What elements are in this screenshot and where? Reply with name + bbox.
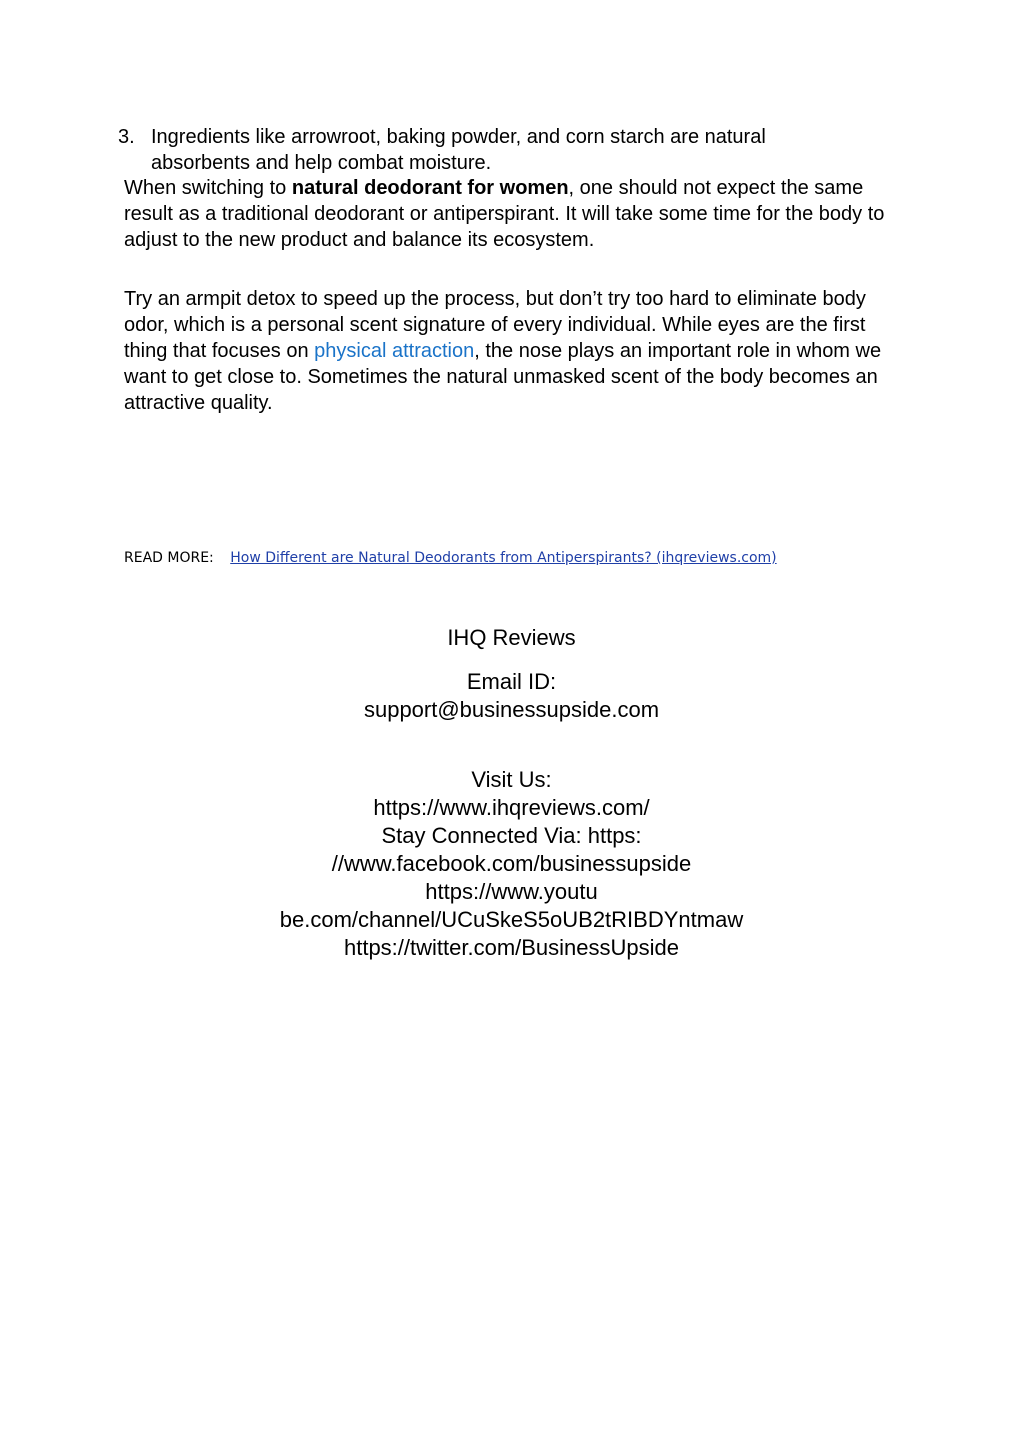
website-link[interactable]: https://www.ihqreviews.com/ <box>373 795 650 820</box>
paragraph-text: Try an armpit detox to speed up the process, but don’t try too hard to eliminate body odor, which is a personal scent signature of every individual. While eyes are the first thing that focuses on <box>124 288 866 362</box>
youtube-link-line-1[interactable]: https://www.youtu <box>425 879 598 904</box>
twitter-link[interactable]: https://twitter.com/BusinessUpside <box>343 935 680 960</box>
paragraph-text: , one should not expect the same result as a traditional deodorant or antiperspirant. It will take some time for the body to adjust to the new product and balance its ecosystem. <box>124 177 885 251</box>
physical-attraction-link[interactable]: physical attraction <box>314 340 475 362</box>
paragraph-text: , the nose plays an important role in whom we want to get close to. Sometimes the natural unmasked scent of the body becomes an attractive quality. <box>124 340 882 414</box>
stay-connected-text: Stay Connected Via: https: <box>381 823 642 848</box>
list-item-line-1: Ingredients like arrowroot, baking powder, and corn starch are natural <box>151 126 766 148</box>
facebook-link[interactable]: //www.facebook.com/businessupside <box>331 851 692 876</box>
bold-keyword: natural deodorant for women <box>291 177 569 199</box>
paragraph-text: When switching to <box>124 177 292 199</box>
visit-label: Visit Us: <box>471 767 552 792</box>
paragraph-armpit-detox <box>124 286 914 416</box>
list-item-line-2: absorbents and help combat moisture. <box>151 151 492 174</box>
numbered-list-item <box>118 125 908 176</box>
read-more-link[interactable]: How Different are Natural Deodorants from Antiperspirants? (ihqreviews.com) <box>230 550 777 566</box>
contact-links-block <box>0 766 1023 962</box>
email-block <box>0 668 1023 724</box>
list-number: 3. <box>118 126 135 148</box>
read-more <box>124 548 777 568</box>
paragraph-natural-deodorant <box>124 175 914 253</box>
company-name: IHQ Reviews <box>447 625 576 650</box>
youtube-link-line-2[interactable]: be.com/channel/UCuSkeS5oUB2tRIBDYntmaw <box>279 907 744 932</box>
email-label: Email ID: <box>466 669 557 694</box>
email-address[interactable]: support@businessupside.com <box>363 697 660 722</box>
company-block <box>0 624 1023 652</box>
read-more-label: READ MORE: <box>124 550 214 566</box>
